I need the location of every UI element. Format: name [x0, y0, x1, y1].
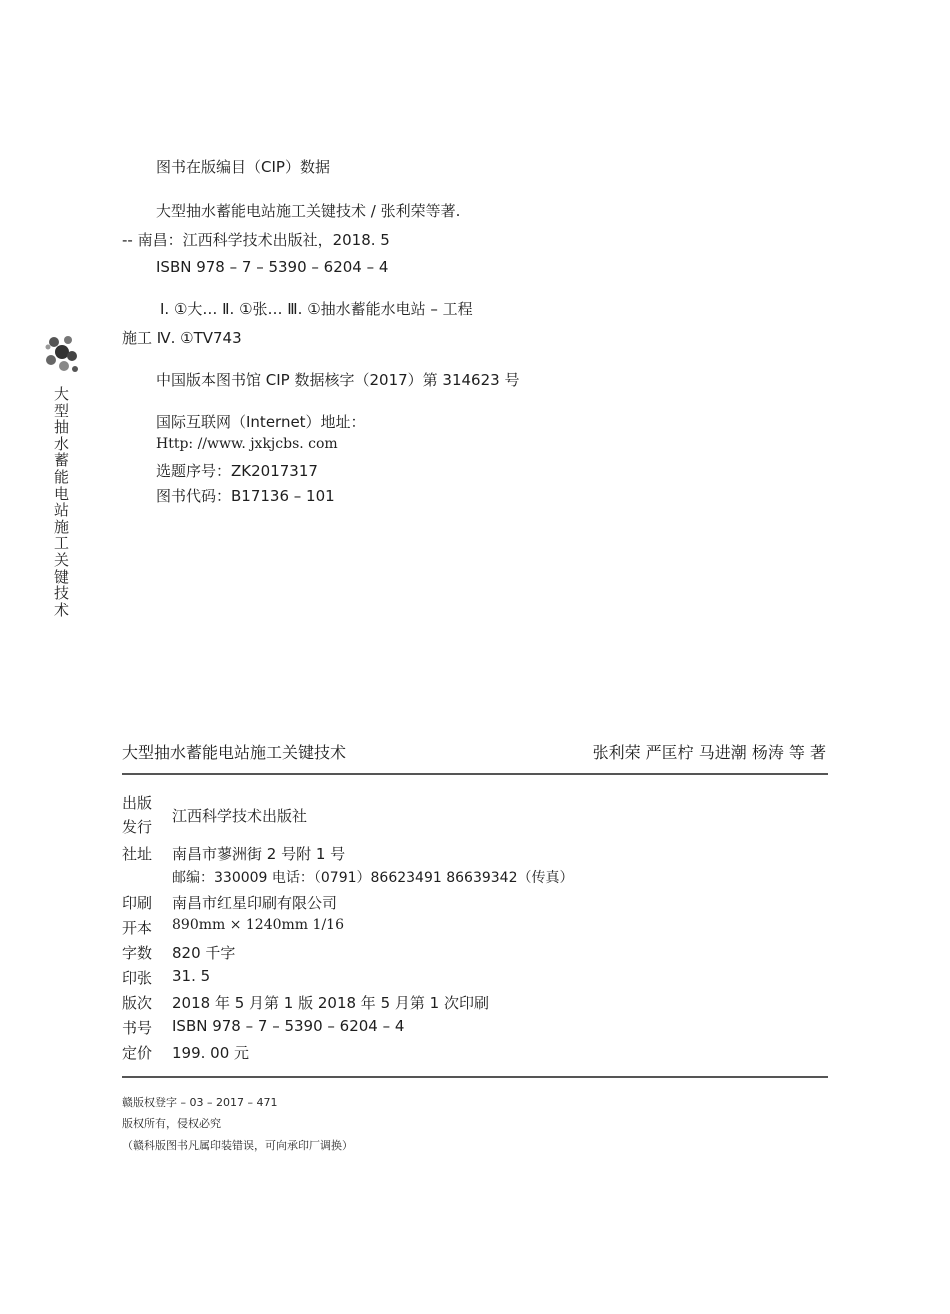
words-label: 字数	[122, 944, 153, 962]
sheets-value: 31. 5	[172, 967, 211, 985]
address-label: 社址	[122, 845, 153, 863]
internet-label: 国际互联网（Internet）地址：	[156, 413, 366, 431]
imprint-book-title: 大型抽水蓄能电站施工关键技术	[122, 743, 347, 762]
divider-bottom	[122, 1076, 828, 1078]
cip-classification-line-2: 施工 Ⅳ. ①TV743	[122, 329, 242, 347]
price-value: 199. 00 元	[172, 1044, 250, 1062]
spine-title: 大型抽水蓄能电站施工关键技术	[54, 385, 70, 619]
publish-label-2: 发行	[122, 818, 153, 836]
rights-reserved: 版权所有，侵权必究	[122, 1117, 221, 1130]
cip-isbn-line: ISBN 978 – 7 – 5390 – 6204 – 4	[156, 258, 389, 276]
postal-contact-line: 邮编：330009 电话：（0791）86623491 86639342（传真）	[172, 870, 574, 886]
price-label: 定价	[122, 1044, 153, 1062]
format-label: 开本	[122, 919, 153, 937]
printer-label: 印刷	[122, 894, 153, 912]
printer-value: 南昌市红星印刷有限公司	[172, 894, 338, 912]
website-url: Http: //www. jxkjcbs. com	[156, 436, 338, 452]
copyright-registration: 赣版权登字 – 03 – 2017 – 471	[122, 1096, 278, 1109]
words-value: 820 千字	[172, 944, 236, 962]
sheets-label: 印张	[122, 969, 153, 987]
publish-label-1: 出版	[122, 794, 153, 812]
publisher-name: 江西科学技术出版社	[172, 807, 308, 825]
cip-library-line: 中国版本图书馆 CIP 数据核字（2017）第 314623 号	[156, 371, 520, 389]
address-value: 南昌市蓼洲街 2 号附 1 号	[172, 845, 346, 863]
book-code: 图书代码：B17136 – 101	[156, 487, 335, 505]
cip-publisher-line: -- 南昌：江西科学技术出版社，2018. 5	[122, 231, 390, 249]
format-value: 890mm × 1240mm 1/16	[172, 917, 344, 933]
printing-error-note: （赣科版图书凡属印装错误，可向承印厂调换）	[122, 1139, 353, 1152]
isbn-label: 书号	[122, 1019, 153, 1037]
cip-title-line: 大型抽水蓄能电站施工关键技术 / 张利荣等著.	[156, 202, 461, 220]
cip-header: 图书在版编目（CIP）数据	[156, 158, 330, 176]
imprint-authors: 张利荣 严匡柠 马进潮 杨涛 等 著	[592, 743, 826, 762]
topic-number: 选题序号：ZK2017317	[156, 462, 318, 480]
edition-label: 版次	[122, 994, 153, 1012]
isbn-value: ISBN 978 – 7 – 5390 – 6204 – 4	[172, 1017, 405, 1035]
publisher-logo-icon	[42, 332, 82, 376]
divider-top	[122, 773, 828, 775]
cip-classification-line-1: Ⅰ. ①大… Ⅱ. ①张… Ⅲ. ①抽水蓄能水电站 – 工程	[160, 300, 473, 318]
edition-value: 2018 年 5 月第 1 版 2018 年 5 月第 1 次印刷	[172, 994, 489, 1012]
